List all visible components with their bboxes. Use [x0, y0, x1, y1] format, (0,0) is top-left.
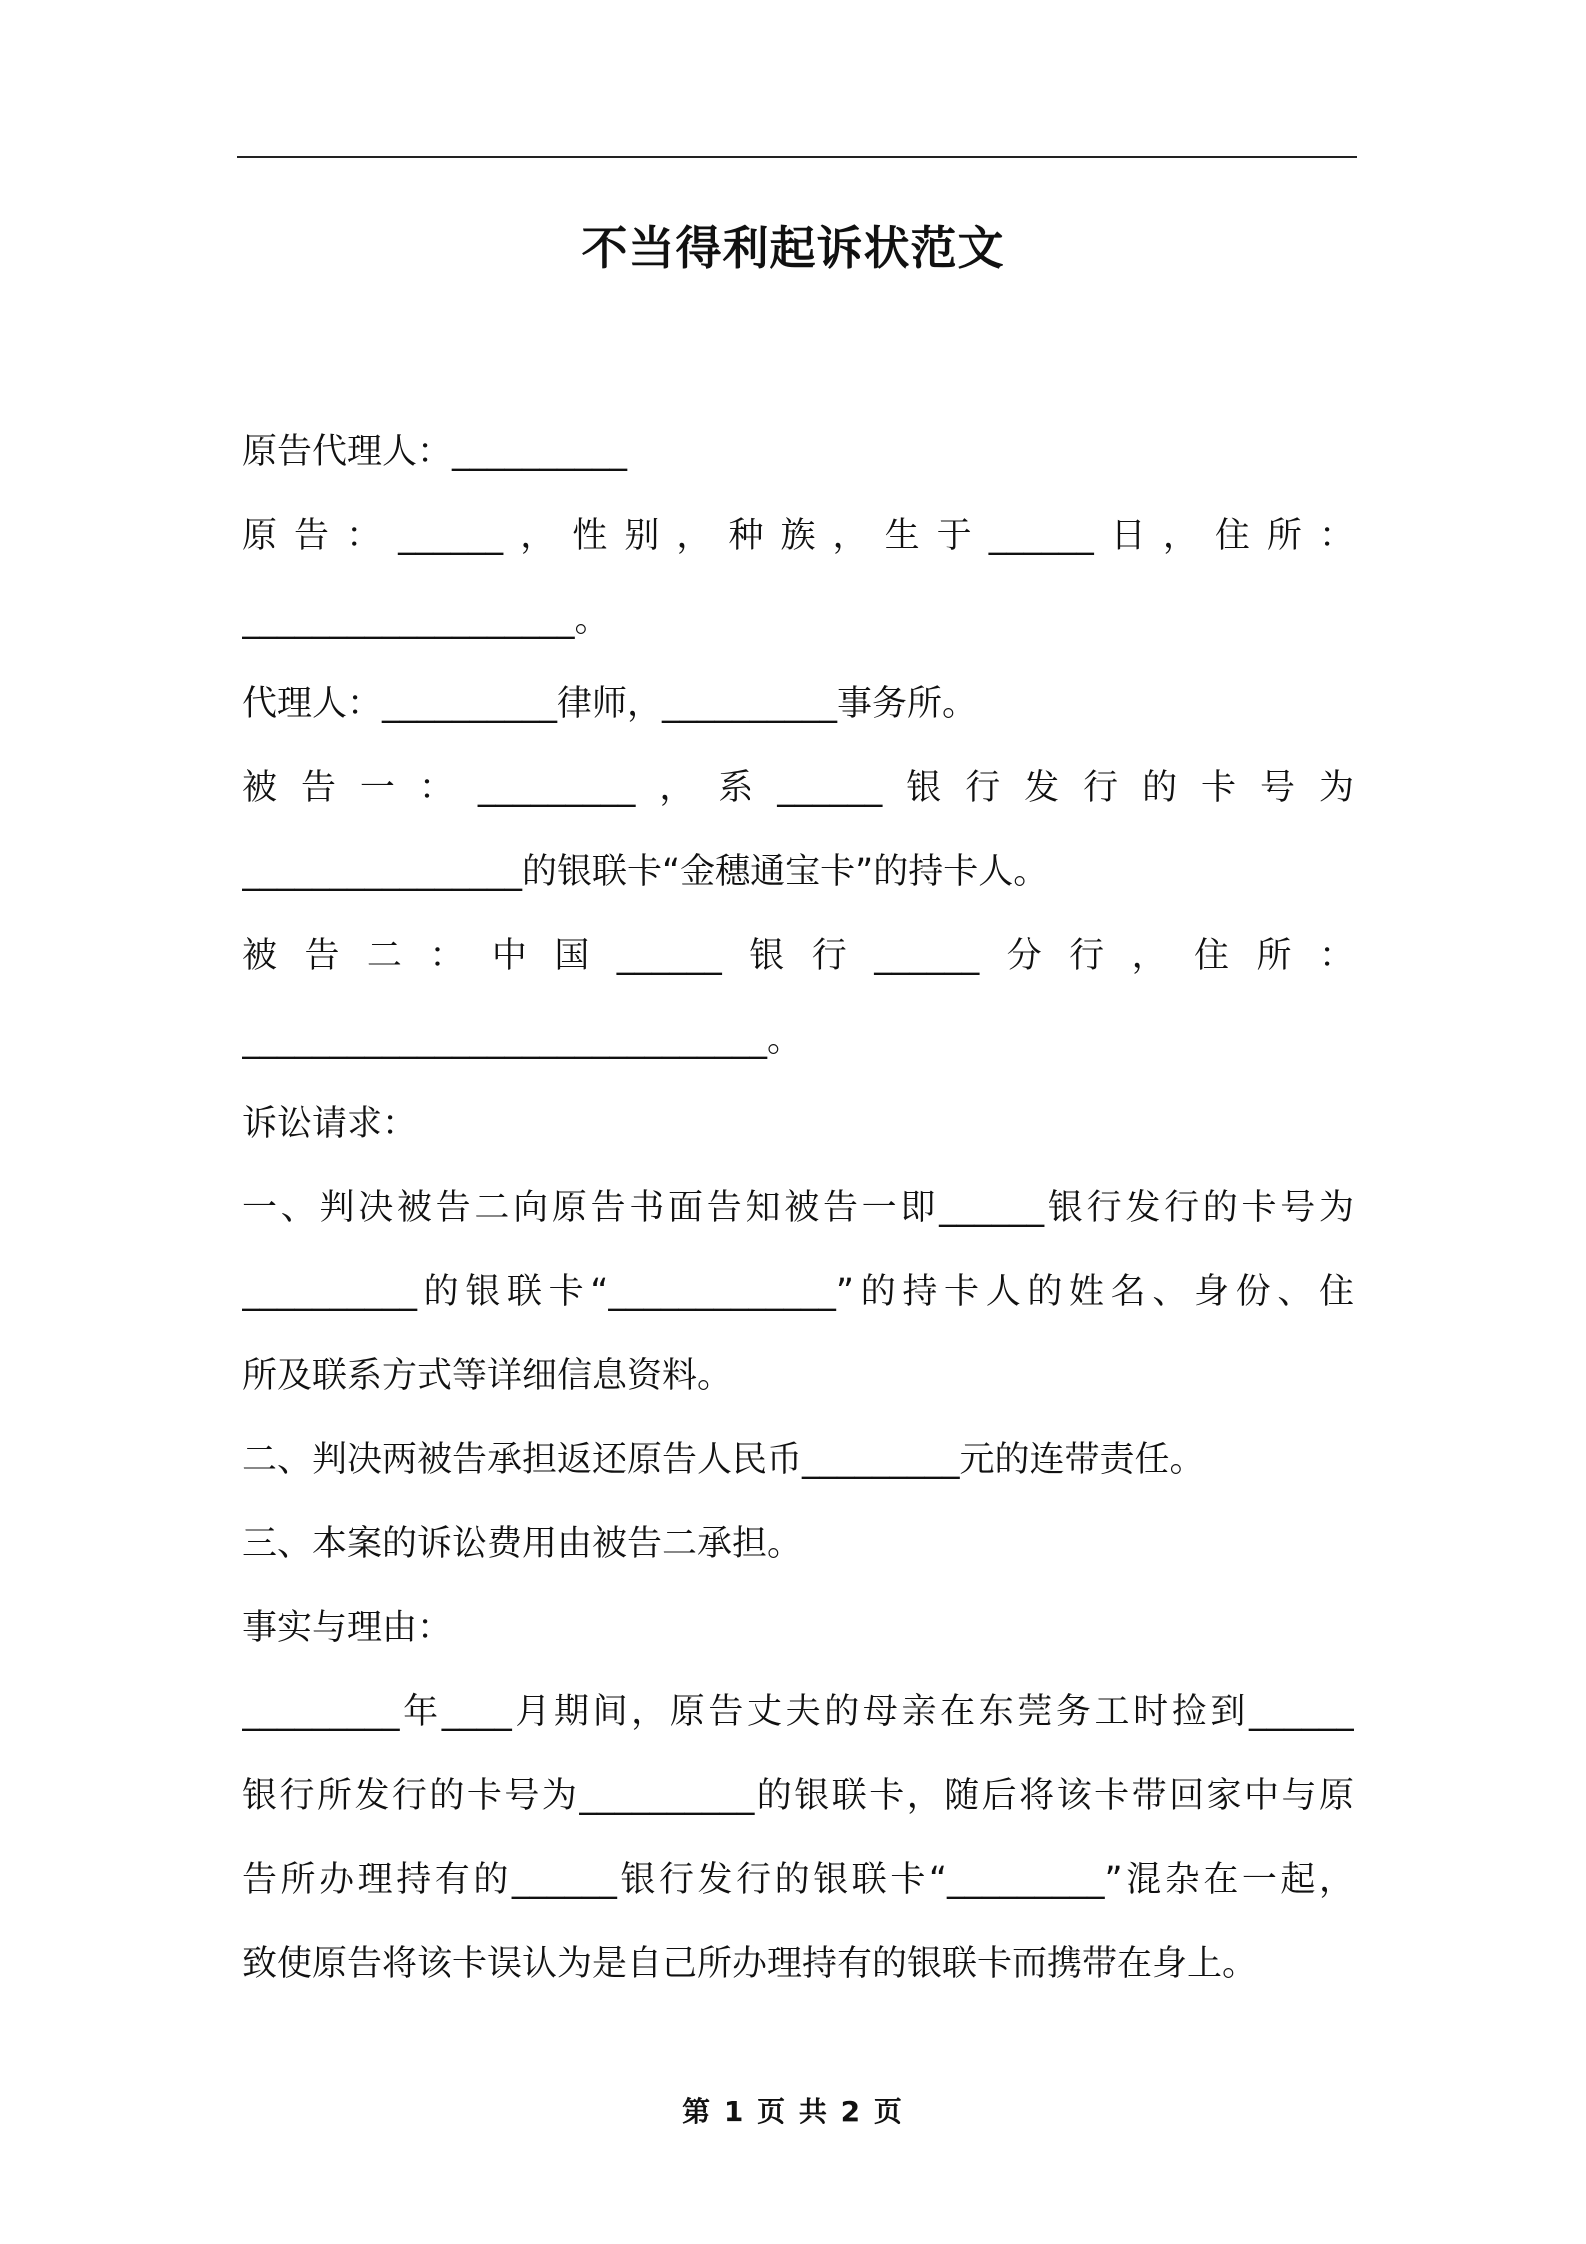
claim-three-line: 三、本案的诉讼费用由被告二承担。	[242, 1524, 803, 1564]
defendant-two-line: 被告二：中国______银行______分行，住所：	[242, 936, 1354, 976]
defendant-one-card-line: ________________的银联卡“金穗通宝卡”的持卡人。	[242, 852, 1049, 892]
facts-line-4: 致使原告将该卡误认为是自己所办理持有的银联卡而携带在身上。	[242, 1944, 1258, 1984]
facts-line-3: 告所办理持有的______银行发行的银联卡“_________”混杂在一起，	[242, 1860, 1354, 1900]
claim-one-line-3: 所及联系方式等详细信息资料。	[242, 1356, 733, 1396]
defendant-one-line: 被告一：_________，系______银行发行的卡号为	[242, 768, 1354, 808]
claims-heading: 诉讼请求：	[242, 1104, 418, 1144]
document-body	[242, 410, 1354, 2006]
page-footer: 第 1 页 共 2 页	[682, 2095, 904, 2128]
defendant-two-address-line: ______________________________。	[242, 1020, 803, 1060]
facts-heading: 事实与理由：	[242, 1608, 453, 1648]
plaintiff-line: 原告：______，性别，种族，生于______日，住所：	[242, 516, 1354, 556]
document-title: 不当得利起诉状范文	[581, 221, 1005, 275]
header-rule	[237, 156, 1357, 158]
plaintiff-agent-line: 原告代理人：__________	[242, 432, 628, 472]
agent-line: 代理人：__________律师，__________事务所。	[242, 684, 978, 724]
plaintiff-address-line: ___________________。	[242, 600, 610, 640]
claim-two-line: 二、判决两被告承担返还原告人民币_________元的连带责任。	[242, 1440, 1205, 1480]
claim-one-line-1: 一、判决被告二向原告书面告知被告一即______银行发行的卡号为	[242, 1188, 1354, 1228]
claim-one-line-2: __________的银联卡“_____________”的持卡人的姓名、身份、住	[242, 1272, 1354, 1312]
facts-line-1: _________年____月期间，原告丈夫的母亲在东莞务工时捡到______	[242, 1692, 1354, 1732]
facts-line-2: 银行所发行的卡号为__________的银联卡，随后将该卡带回家中与原	[242, 1776, 1354, 1816]
